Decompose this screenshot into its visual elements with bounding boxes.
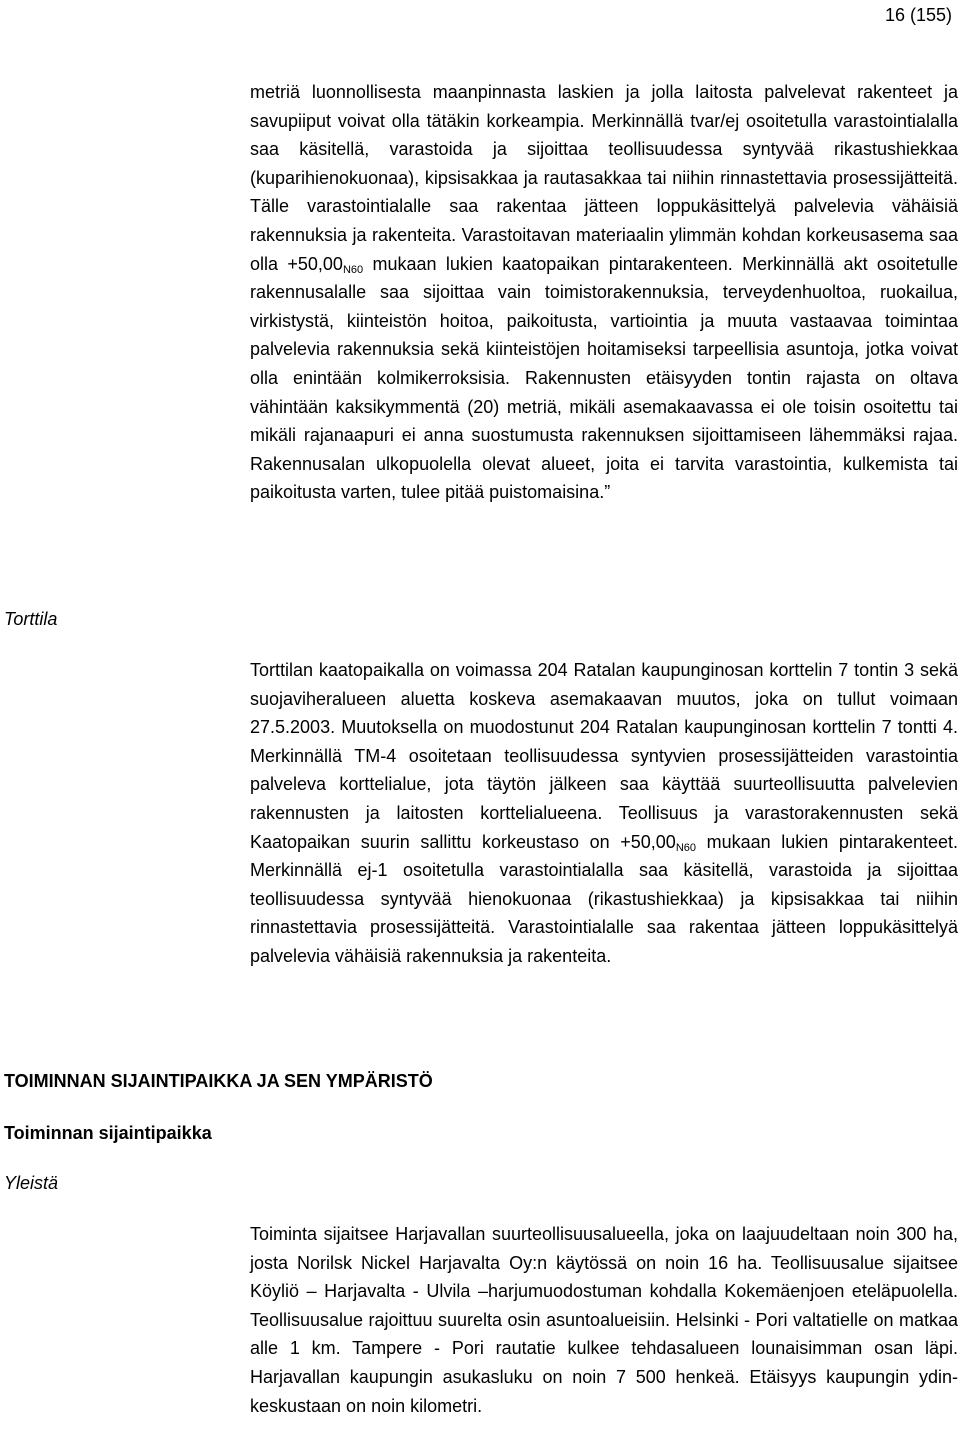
paragraph-text: Torttilan kaatopaikalla on voimassa 204 Ratalan kaupunginosan korttelin 7 tontin 3 sekä suojaviheralueen aluetta koskeva asemakaavan muutos, joka on tullut voimaan 27.5.2003. Muutoksella on muodostunut 204 Ratalan kaupunginosan korttelin 7 tontti 4. Merkinnällä TM-4 osoitetaan teollisuudessa syntyvien prosessijätteiden varastointia palveleva korttelialue, jota täytön jälkeen saa käyttää suurteollisuutta palvelevien rakennusten ja laitosten korttelialueena. Teollisuus ja varastorakennusten sekä Kaatopaikan suurin sallittu korkeustaso on +50,00 <box>250 660 958 852</box>
page-number: 16 (155) <box>884 5 952 25</box>
side-label-torttila: Torttila <box>4 609 58 629</box>
paragraph-text: mukaan lukien kaatopaikan pintarakenteen. Merkinnällä akt osoitetulle rakennusalalle saa sijoittaa vain toimistorakennuksia, terveydenhuoltoa, ruokailua, virkistystä, kiinteistön hoitoa, paikoitusta, vartiointia ja muuta vastaavaa toimintaa palvelevia rakennuksia sekä kiinteistöjen hoitamiseksi tarpeellisia asuntoja, jotka voivat olla enintään kolmikerroksisia. Rakennusten etäisyyden tontin rajasta on oltava vähintään kaksikymmentä (20) metriä, mikäli asemakaavassa ei ole toisin osoitettu tai mikäli rajanaapuri ei anna suostumusta rakennuksen sijoittamiseen lähemmäksi rajaa. Rakennusalan ulkopuolella olevat alueet, joita ei tarvita varastointia, kulkemista tai paikoitusta varten, tulee pitää puistomaisina.” <box>250 253 958 503</box>
side-label-yleista: Yleistä <box>4 1173 59 1193</box>
paragraph-text: mukaan lukien pintarakenteet. Merkinnällä ej-1 osoitetulla varastointialalla saa käsitellä, varastoida ja sijoittaa teollisuudessa syntyvää hienokuonaa (rikastushiekkaa) ja kipsisakkaa tai niihin rinnastettavia prosessijätteitä. Varastointialalle saa rakentaa jätteen loppukäsittelyä palvelevia vähäisiä rakennuksia ja rakenteita. <box>250 831 959 966</box>
body-paragraph-torttila <box>250 656 958 971</box>
subscript-n60: N60 <box>342 263 364 276</box>
subscript-n60: N60 <box>675 841 697 854</box>
body-paragraph-plan-regulations <box>250 78 958 507</box>
subsection-heading: Toiminnan sijaintipaikka <box>4 1123 212 1143</box>
body-paragraph-general: Toiminta sijaitsee Harjavallan suurteollisuusalueella, joka on laajuudeltaan noin 300 ha, josta Norilsk Nickel Harjavalta Oy:n käytössä on noin 16 ha. Teollisuusalue sijaitsee Köyliö – Harjavalta - Ulvila –harjumuodostuman kohdalla Kokemäenjoen eteläpuolella. Teollisuusalue rajoittuu suurelta osin asuntoalueisiin. Helsinki - Pori valtatielle on matkaa alle 1 km. Tampere - Pori rautatie kulkee tehdasalueen lounaisimman osan läpi. Harjavallan kaupungin asukasluku on noin 7 500 henkeä. Etäisyys kaupungin ydinkeskustaan on noin kilometri. <box>250 1224 958 1416</box>
paragraph-text: metriä luonnollisesta maanpinnasta laskien ja jolla laitosta palvelevat rakenteet ja savupiiput voivat olla tätäkin korkeampia. Merkinnällä tvar/ej osoitetulla varastointialalla saa käsitellä, varastoida ja sijoittaa teollisuudessa syntyvää rikastushiekkaa (kuparihienokuonaa), kipsisakkaa ja rautasakkaa tai niihin rinnastettavia prosessijätteitä. Tälle varastointialalle saa rakentaa jätteen loppukäsittelyä palvelevia vähäisiä rakennuksia ja rakenteita. Varastoitavan materiaalin ylimmän kohdan korkeusasema saa olla +50,00 <box>250 82 958 274</box>
section-heading: TOIMINNAN SIJAINTIPAIKKA JA SEN YMPÄRISTÖ <box>4 1071 433 1091</box>
